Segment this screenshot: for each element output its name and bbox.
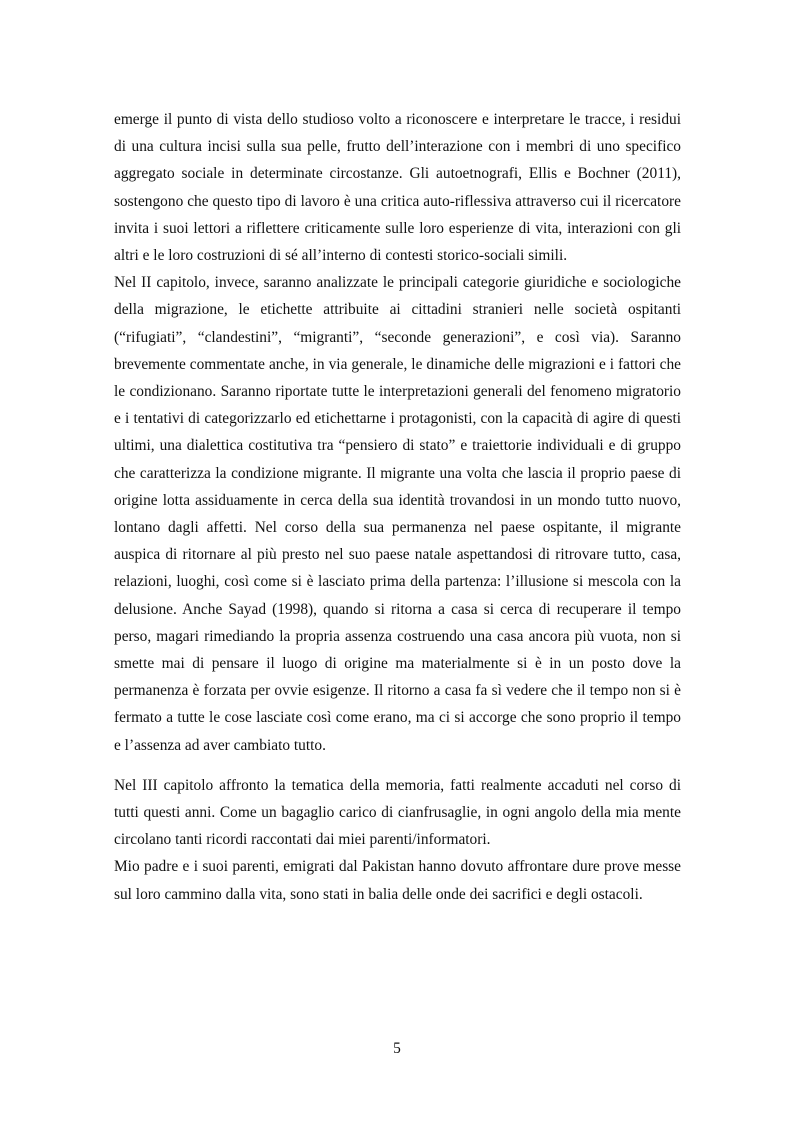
paragraph-chapter-two: Nel II capitolo, invece, saranno analizzate le principali categorie giuridiche e sociologiche della migrazione, le etichette attribuite ai cittadini stranieri nelle società ospitanti (“rifugiati”, “clandestini”, “migranti”, “seconde generazioni”, e così via). Saranno brevemente commentate anche, in via generale, le dinamiche delle migrazioni e i fattori che le condizionano. Saranno riportate tutte le interpretazioni generali del fenomeno migratorio e i tentativi di categorizzarlo ed etichettarne i protagonisti, con la capacità di agire di questi ultimi, una dialettica costitutiva tra “pensiero di stato” e traiettorie individuali e di gruppo che caratterizza la condizione migrante. Il migrante una volta che lascia il proprio paese di origine lotta assiduamente in cerca della sua identità trovandosi in un mondo tutto nuovo, lontano dagli affetti. Nel corso della sua permanenza nel paese ospitante, il migrante auspica di ritornare al più presto nel suo paese natale aspettandosi di ritrovare tutto, casa, relazioni, luoghi, così come si è lasciato prima della partenza: l’illusione si mescola con la delusione. Anche Sayad (1998), quando si ritorna a casa si cerca di recuperare il tempo perso, magari rimediando la propria assenza costruendo una casa ancora più vuota, non si smette mai di pensare il luogo di origine ma materialmente si è in un posto dove la permanenza è forzata per ovvie esigenze. Il ritorno a casa fa sì vedere che il tempo non si è fermato a tutte le cose lasciate così come erano, ma ci si accorge che sono proprio il tempo e l’assenza ad aver cambiato tutto. — [114, 274, 681, 754]
paragraph-spacer — [114, 759, 681, 772]
page-body — [114, 106, 681, 908]
page-number: 5 — [393, 1040, 401, 1057]
paragraph-autoethnography: emerge il punto di vista dello studioso volto a riconoscere e interpretare le tracce, i residui di una cultura incisi sulla sua pelle, frutto dell’interazione con i membri di uno specifico aggregato sociale in determinate circostanze. Gli autoetnografi, Ellis e Bochner (2011), sostengono che questo tipo di lavoro è una critica auto-riflessiva attraverso cui il ricercatore invita i suoi lettori a riflettere criticamente sulle loro esperienze di vita, interazioni con gli altri e le loro costruzioni di sé all’interno di contesti storico-sociali simili. — [114, 111, 681, 265]
paragraph-father-relatives: Mio padre e i suoi parenti, emigrati dal Pakistan hanno dovuto affrontare dure prove messe sul loro cammino dalla vita, sono stati in balia delle onde dei sacrifici e degli ostacoli. — [114, 858, 681, 903]
paragraph-chapter-three: Nel III capitolo affronto la tematica della memoria, fatti realmente accaduti nel corso di tutti questi anni. Come un bagaglio carico di cianfrusaglie, in ogni angolo della mia mente circolano tanti ricordi raccontati dai miei parenti/informatori. — [114, 776, 681, 849]
